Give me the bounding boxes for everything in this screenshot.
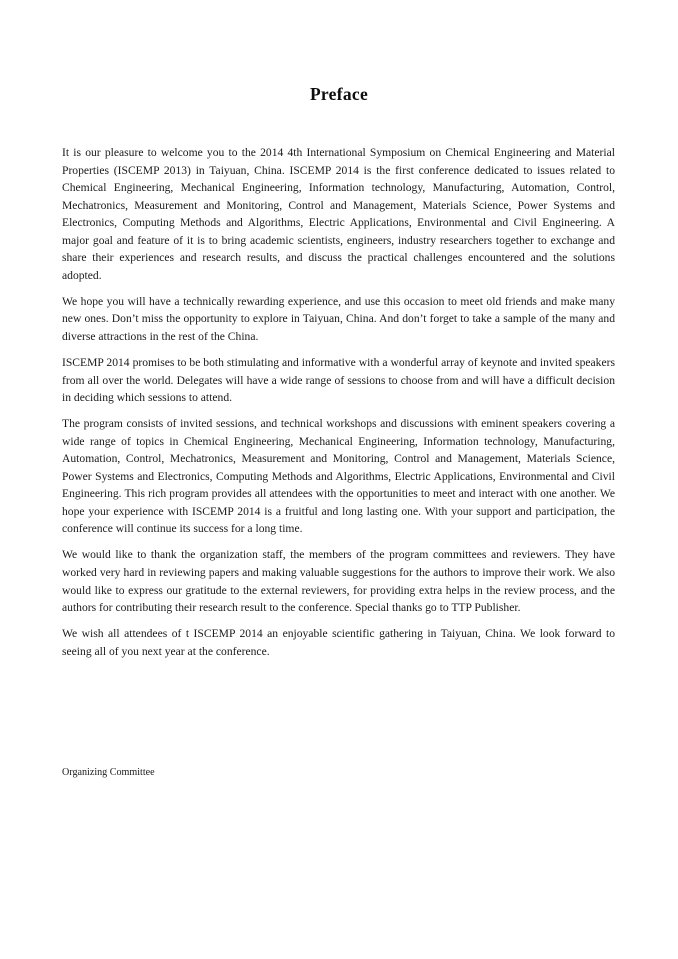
page-title: Preface <box>309 84 369 104</box>
document-body <box>62 144 615 660</box>
paragraph: ISCEMP 2014 promises to be both stimulating and informative with a wonderful array of keynote and invited speakers from all over the world. Delegates will have a wide range of sessions to choose from and will have a difficult decision in deciding which sessions to attend. <box>62 356 615 405</box>
signature-line: Organizing Committee <box>62 767 155 778</box>
paragraph: It is our pleasure to welcome you to the 2014 4th International Symposium on Chemical Engineering and Material Properties (ISCEMP 2013) in Taiyuan, China. ISCEMP 2014 is the first conference dedicated to issues related to Chemical Engineering, Mechanical Engineering, Information technology, Manufacturing, Automation, Control, Mechatronics, Measurement and Monitoring, Control and Management, Materials Science, Power Systems and Electronics, Computing Methods and Algorithms, Electric Applications, Environmental and Civil Engineering. A major goal and feature of it is to bring academic scientists, engineers, industry researchers together to exchange and share their experiences and research results, and discuss the practical challenges encountered and the solutions adopted. <box>62 146 615 282</box>
paragraph: The program consists of invited sessions, and technical workshops and discussions with eminent speakers covering a wide range of topics in Chemical Engineering, Mechanical Engineering, Information technology, Manufacturing, Automation, Control, Mechatronics, Measurement and Monitoring, Control and Management, Materials Science, Power Systems and Electronics, Computing Methods and Algorithms, Electric Applications, Environmental and Civil Engineering. This rich program provides all attendees with the opportunities to meet and interact with one another. We hope your experience with ISCEMP 2014 is a fruitful and long lasting one. With your support and participation, the conference will continue its success for a long time. <box>62 417 615 536</box>
paragraph: We wish all attendees of t ISCEMP 2014 an enjoyable scientific gathering in Taiyuan, China. We look forward to seeing all of you next year at the conference. <box>62 627 615 658</box>
paragraph: We would like to thank the organization staff, the members of the program committees and reviewers. They have worked very hard in reviewing papers and making valuable suggestions for the authors to improve their work. We also would like to express our gratitude to the external reviewers, for providing extra helps in the review process, and the authors for contributing their research result to the conference. Special thanks go to TTP Publisher. <box>62 548 615 615</box>
paragraph: We hope you will have a technically rewarding experience, and use this occasion to meet old friends and make many new ones. Don’t miss the opportunity to explore in Taiyuan, China. And don’t forget to take a sample of the many and diverse attractions in the rest of the China. <box>62 294 615 343</box>
